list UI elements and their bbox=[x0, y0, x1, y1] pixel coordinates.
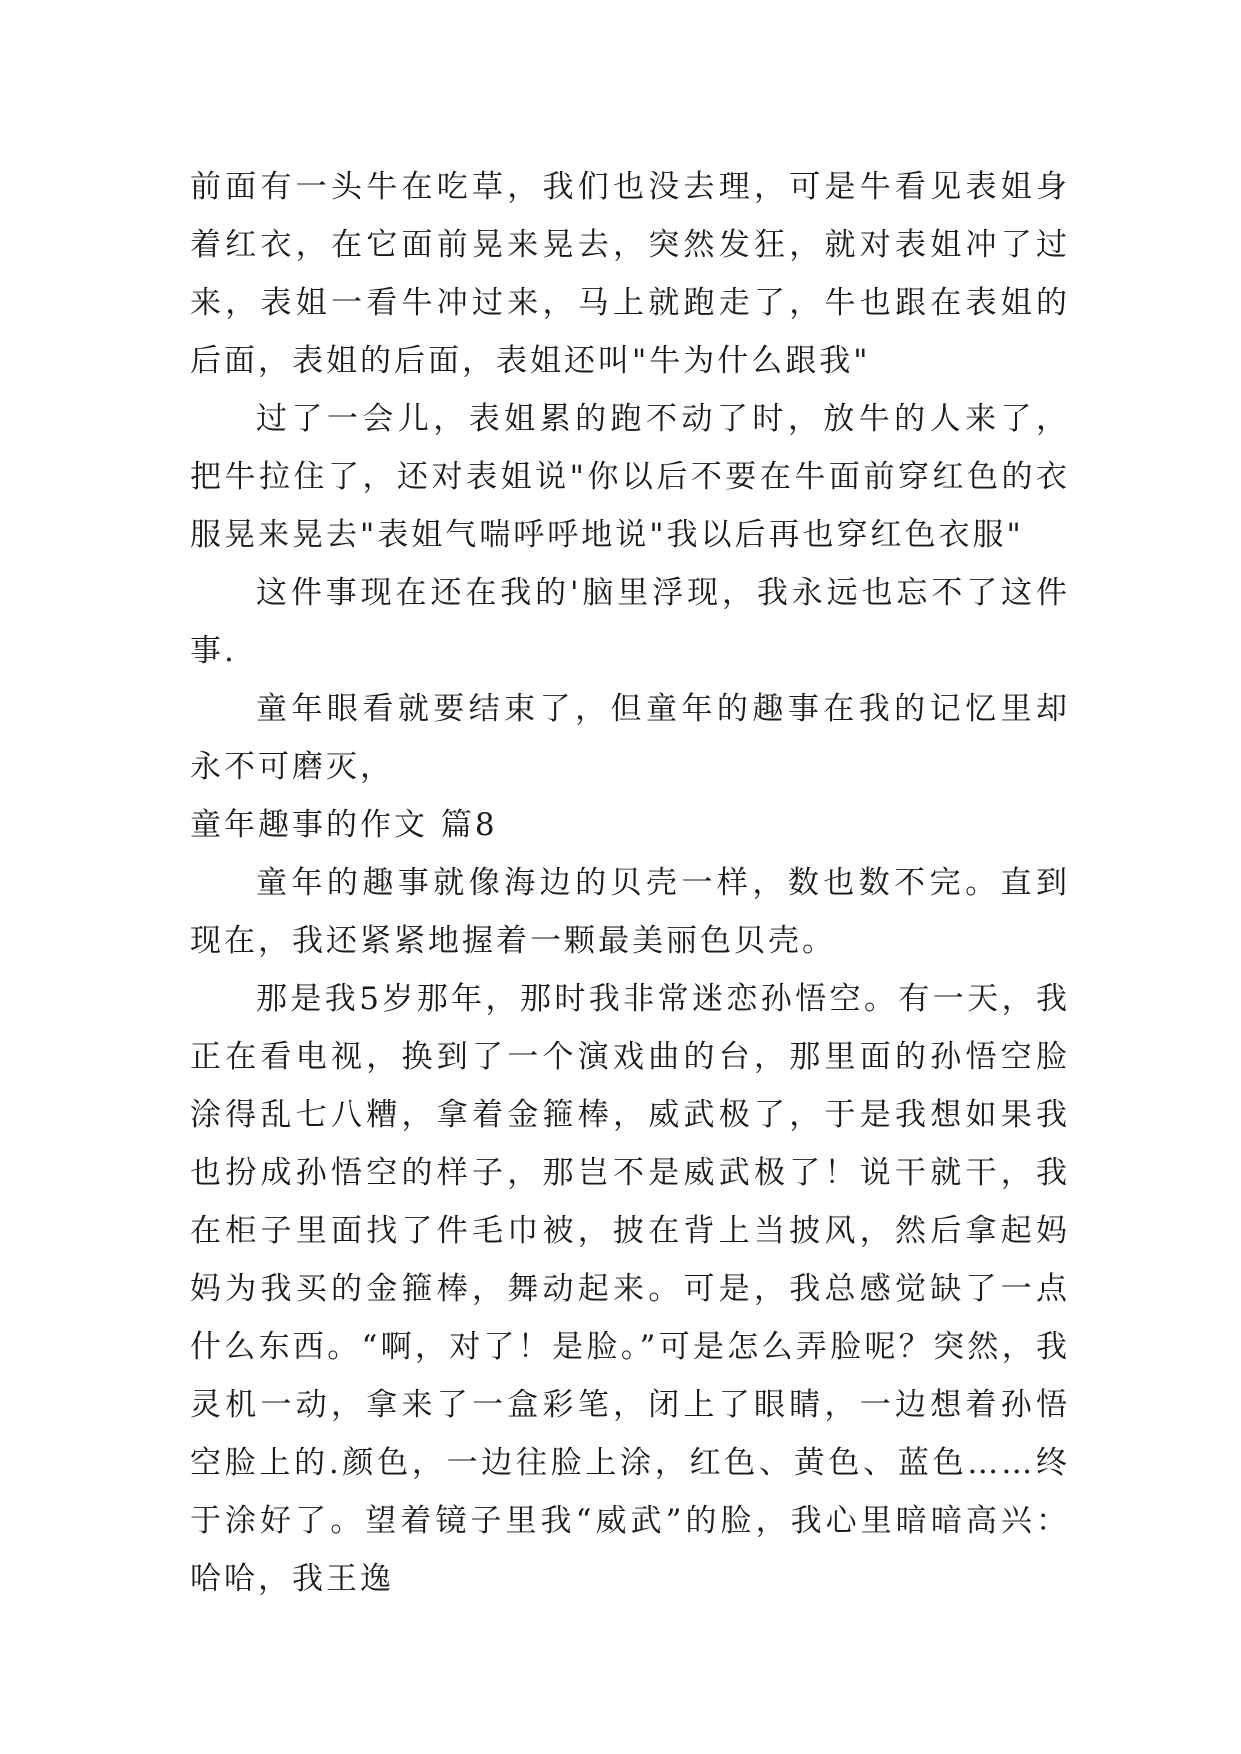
document-body bbox=[190, 158, 1070, 1608]
paragraph-1: 前面有一头牛在吃草，我们也没去理，可是牛看见表姐身着红衣，在它面前晃来晃去，突然发狂，就对表姐冲了过来，表姐一看牛冲过来，马上就跑走了，牛也跟在表姐的后面，表姐的后面，表姐还叫"牛为什么跟我" bbox=[190, 169, 1070, 379]
paragraph-2: 过了一会儿，表姐累的跑不动了时，放牛的人来了，把牛拉住了，还对表姐说"你以后不要在牛面前穿红色的衣服晃来晃去"表姐气喘呼呼地说"我以后再也穿红色衣服" bbox=[190, 401, 1070, 553]
paragraph-5: 童年的趣事就像海边的贝壳一样，数也数不完。直到现在，我还紧紧地握着一颗最美丽色贝壳。 bbox=[190, 865, 1070, 959]
paragraph-3: 这件事现在还在我的'脑里浮现，我永远也忘不了这件事. bbox=[190, 575, 1070, 669]
section-heading: 童年趣事的作文 篇8 bbox=[190, 807, 498, 843]
paragraph-4: 童年眼看就要结束了，但童年的趣事在我的记忆里却永不可磨灭， bbox=[190, 691, 1070, 785]
paragraph-6: 那是我5岁那年，那时我非常迷恋孙悟空。有一天，我正在看电视，换到了一个演戏曲的台，那里面的孙悟空脸涂得乱七八糟，拿着金箍棒，威武极了，于是我想如果我也扮成孙悟空的样子，那岂不是威武极了！说干就干，我在柜子里面找了件毛巾被，披在背上当披风，然后拿起妈妈为我买的金箍棒，舞动起来。可是，我总感觉缺了一点什么东西。“啊，对了！是脸。”可是怎么弄脸呢？突然，我灵机一动，拿来了一盒彩笔，闭上了眼睛，一边想着孙悟空脸上的.颜色，一边往脸上涂，红色、黄色、蓝色……终于涂好了。望着镜子里我“威武”的脸，我心里暗暗高兴：哈哈，我王逸 bbox=[190, 981, 1070, 1597]
